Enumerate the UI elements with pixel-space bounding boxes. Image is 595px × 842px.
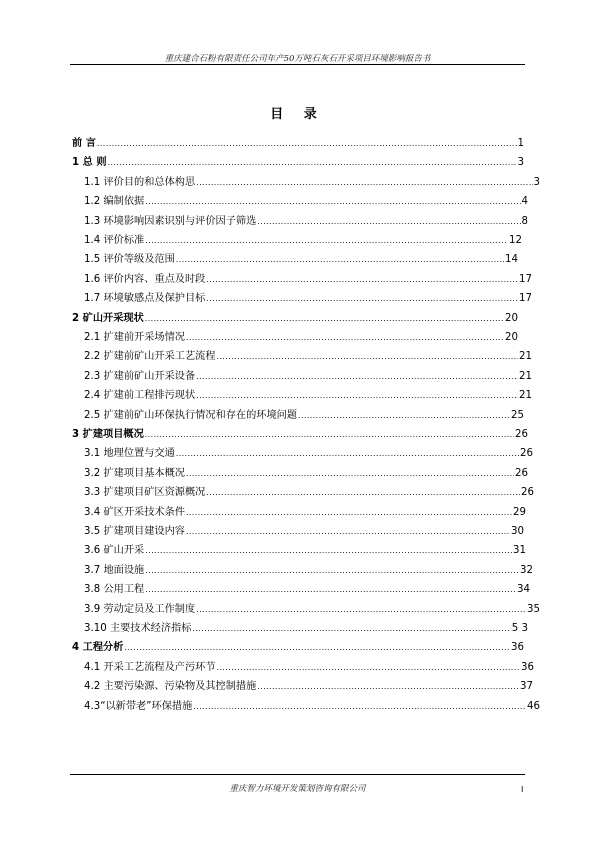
toc-entry-page: 26 xyxy=(520,448,533,460)
toc-leader-dots xyxy=(193,701,526,713)
toc-entry-page: 31 xyxy=(513,545,526,557)
toc-entry-label: 3.5 扩建项目建设内容 xyxy=(84,526,185,537)
toc-entry[interactable] xyxy=(84,214,528,228)
toc-entry-label: 2.1 扩建前开采场情况 xyxy=(84,332,185,343)
toc-leader-dots xyxy=(196,177,532,189)
toc-entry[interactable] xyxy=(84,272,532,286)
toc-entry[interactable] xyxy=(72,311,518,325)
toc-leader-dots xyxy=(186,332,504,344)
toc-leader-dots xyxy=(196,371,518,383)
toc-leader-dots xyxy=(97,138,517,150)
toc-entry-page: 4 xyxy=(521,196,528,208)
toc-title: 目 录 xyxy=(270,107,325,122)
toc-leader-dots xyxy=(176,254,504,266)
toc-entry-page: 32 xyxy=(520,564,533,576)
toc-leader-dots xyxy=(145,565,519,577)
toc-entry[interactable] xyxy=(84,660,534,674)
toc-entry-page: 5 3 xyxy=(511,623,528,634)
toc-entry[interactable] xyxy=(84,233,522,247)
toc-entry[interactable] xyxy=(72,427,528,441)
toc-entry-label: 1.1 评价目的和总体构思 xyxy=(84,176,196,188)
toc-leader-dots xyxy=(196,604,526,616)
toc-entry-page: 26 xyxy=(515,429,528,440)
toc-entry-label: 3.7 地面设施 xyxy=(84,564,145,576)
toc-entry[interactable] xyxy=(84,524,524,538)
toc-entry[interactable] xyxy=(84,563,533,577)
toc-entry-label: 2.3 扩建前矿山开采设备 xyxy=(84,370,196,382)
toc-entry-label: 1.3 环境影响因素识别与评价因子筛选 xyxy=(84,215,257,227)
toc-entry[interactable] xyxy=(84,388,532,402)
toc-entry-label: 4.2 主要污染源、污染物及其控制措施 xyxy=(84,681,257,693)
toc-entry-page: 25 xyxy=(511,409,524,421)
toc-leader-dots xyxy=(145,584,516,596)
toc-leader-dots xyxy=(298,410,510,422)
toc-leader-dots xyxy=(192,623,510,635)
page-header: 重庆建合石粉有限责任公司年产50万吨石灰石开采项目环境影响报告书 xyxy=(164,54,431,64)
toc-entry-label: 3.8 公用工程 xyxy=(84,584,145,596)
toc-leader-dots xyxy=(206,293,518,305)
toc-entry-page: 8 xyxy=(521,215,528,227)
toc-entry-page: 29 xyxy=(513,506,526,518)
toc-entry[interactable] xyxy=(84,446,533,460)
toc-entry-label: 3.1 地理位置与交通 xyxy=(84,448,175,460)
toc-entry-label: 3.10 主要技术经济指标 xyxy=(84,623,192,634)
toc-entry[interactable] xyxy=(84,175,540,189)
toc-leader-dots xyxy=(217,351,519,363)
toc-entry-label: 2 矿山开采现状 xyxy=(72,312,144,324)
toc-entry-label: 1.7 环境敏感点及保护目标 xyxy=(84,293,206,305)
toc-leader-dots xyxy=(206,274,518,286)
toc-leader-dots xyxy=(145,235,508,247)
toc-entry-page: 14 xyxy=(505,254,518,266)
toc-entry[interactable] xyxy=(84,602,540,616)
toc-entry[interactable] xyxy=(84,369,532,383)
toc-entry-page: 20 xyxy=(505,312,518,324)
toc-leader-dots xyxy=(186,526,510,538)
toc-leader-dots xyxy=(186,468,514,480)
toc-entry-label: 3.2 扩建项目基本概况 xyxy=(84,467,185,479)
toc-entry-page: 35 xyxy=(527,603,540,615)
toc-entry[interactable] xyxy=(72,640,524,654)
toc-entry-page: 36 xyxy=(521,661,534,673)
toc-leader-dots xyxy=(176,448,519,460)
toc-entry-label: 3.3 扩建项目矿区资源概况 xyxy=(84,487,206,499)
toc-leader-dots xyxy=(124,642,510,654)
toc-entry-label: 3 扩建项目概况 xyxy=(72,429,144,440)
toc-entry-label: 2.5 扩建前矿山环保执行情况和存在的环境问题 xyxy=(84,409,298,421)
page-footer: 重庆智力环境开发策划咨询有限公司 xyxy=(229,784,366,794)
header-rule xyxy=(70,64,525,65)
toc-entry[interactable] xyxy=(84,679,533,693)
toc-entry-label: 3.6 矿山开采 xyxy=(84,545,145,557)
toc-leader-dots xyxy=(186,507,512,519)
toc-entry[interactable] xyxy=(84,505,526,519)
toc-entry-label: 2.2 扩建前矿山开采工艺流程 xyxy=(84,351,216,363)
toc-entry-page: 21 xyxy=(519,351,532,363)
toc-entry-page: 1 xyxy=(517,138,524,149)
toc-entry[interactable] xyxy=(72,136,524,150)
toc-entry-label: 3.4 矿区开采技术条件 xyxy=(84,506,185,518)
toc-entry-label: 1.5 评价等级及范围 xyxy=(84,254,175,266)
toc-entry-label: 1 总 则 xyxy=(72,157,107,169)
toc-entry-page: 17 xyxy=(519,273,532,285)
toc-entry-page: 12 xyxy=(509,235,522,246)
toc-entry-label: 3.9 劳动定员及工作制度 xyxy=(84,603,196,615)
toc-entry[interactable] xyxy=(84,466,528,480)
toc-leader-dots xyxy=(217,662,521,674)
toc-leader-dots xyxy=(145,196,520,208)
toc-entry[interactable] xyxy=(84,621,528,635)
toc-entry-page: 36 xyxy=(511,642,524,654)
toc-leader-dots xyxy=(108,157,517,169)
toc-entry-page: 30 xyxy=(511,526,524,537)
toc-entry-page: 37 xyxy=(520,681,533,693)
toc-entry[interactable] xyxy=(84,330,518,344)
toc-entry[interactable] xyxy=(84,485,534,499)
toc-entry-label: 4.3“以新带老”环保措施 xyxy=(84,700,193,712)
toc-entry-page: 3 xyxy=(533,176,540,188)
toc-entry-page: 3 xyxy=(517,157,524,169)
toc-entry-label: 2.4 扩建前工程排污现状 xyxy=(84,390,196,402)
toc-entry-label: 1.2 编制依据 xyxy=(84,196,145,208)
toc-leader-dots xyxy=(257,216,520,228)
toc-entry[interactable] xyxy=(84,291,532,305)
page-number: I xyxy=(521,785,524,794)
toc-entry-label: 4.1 开采工艺流程及产污环节 xyxy=(84,661,216,673)
toc-leader-dots xyxy=(145,429,514,441)
toc-entry[interactable] xyxy=(84,582,530,596)
toc-entry-label: 1.4 评价标准 xyxy=(84,235,145,246)
toc-entry-page: 21 xyxy=(519,390,532,402)
toc-entry[interactable] xyxy=(84,349,532,363)
toc-entry-page: 46 xyxy=(527,700,540,712)
toc-entry[interactable] xyxy=(84,408,524,422)
toc-entry[interactable] xyxy=(84,543,526,557)
toc-entry-label: 前 言 xyxy=(72,138,96,149)
toc-entry[interactable] xyxy=(84,194,528,208)
toc-entry-page: 20 xyxy=(505,332,518,343)
toc-entry-page: 21 xyxy=(519,370,532,382)
toc-leader-dots xyxy=(145,313,504,325)
toc-entry-label: 1.6 评价内容、重点及时段 xyxy=(84,273,206,285)
toc-entry-page: 26 xyxy=(515,467,528,479)
toc-entry-label: 4 工程分析 xyxy=(72,642,124,654)
toc-leader-dots xyxy=(196,390,518,402)
footer-rule xyxy=(70,774,525,775)
toc-leader-dots xyxy=(257,681,519,693)
toc-entry-page: 34 xyxy=(517,584,530,596)
toc-entry[interactable] xyxy=(84,252,518,266)
toc-entry-page: 26 xyxy=(521,487,534,499)
toc-entry-page: 17 xyxy=(519,293,532,305)
toc-entry[interactable] xyxy=(84,699,540,713)
toc-leader-dots xyxy=(206,487,520,499)
toc-leader-dots xyxy=(145,545,512,557)
toc-entry[interactable] xyxy=(72,155,524,169)
